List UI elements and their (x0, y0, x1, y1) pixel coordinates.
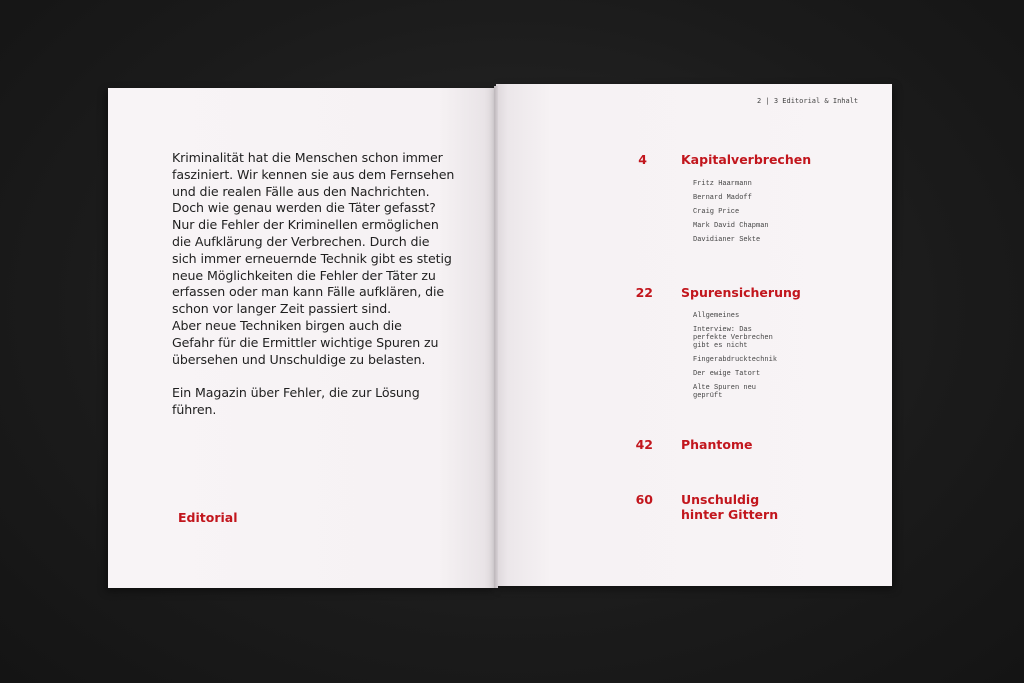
list-item: Alte Spuren neu geprüft (693, 384, 757, 400)
list-item: Mark David Chapman (693, 222, 769, 230)
list-item: Allgemeines (693, 312, 740, 320)
list-item: Davidianer Sekte (693, 236, 761, 244)
section-item-list (693, 312, 777, 406)
running-head: 2 | 3 Editorial & Inhalt (757, 97, 859, 105)
list-item: Interview: Das perfekte Verbrechen gibt es nicht (693, 326, 773, 350)
section-page-number: 60 (635, 492, 653, 507)
section-page-number: 4 (638, 152, 647, 167)
section-title: Spurensicherung (681, 285, 801, 300)
list-item: Der ewige Tatort (693, 370, 761, 378)
editorial-body-text (172, 150, 472, 419)
section-item-list (693, 180, 769, 250)
section-title: Kapitalverbrechen (681, 152, 812, 167)
editorial-paragraph: Ein Magazin über Fehler, die zur Lösung führen. (172, 385, 420, 417)
list-item: Fingerabdrucktechnik (693, 356, 778, 364)
section-title: Unschuldig hinter Gittern (681, 492, 779, 522)
section-page-number: 42 (635, 437, 653, 452)
spine (494, 86, 498, 588)
list-item: Fritz Haarmann (693, 180, 752, 188)
section-title: Phantome (681, 437, 753, 452)
list-item: Bernard Madoff (693, 194, 752, 202)
editorial-label: Editorial (178, 510, 238, 525)
section-page-number: 22 (635, 285, 653, 300)
list-item: Craig Price (693, 208, 740, 216)
editorial-paragraph: Kriminalität hat die Menschen schon immer fasziniert. Wir kennen sie aus dem Fernsehen und die realen Fälle aus den Nachrichten. Doch wie genau werden die Täter gefasst? Nur die Fehler der Kriminellen ermöglichen die Aufklärung der Verbrechen. Durch die sich immer erneuernde Technik gibt es stetig neue Möglichkeiten die Fehler der Täter zu erfassen oder man kann Fälle aufklären, die schon vor langer Zeit passiert sind. Aber neue Techniken birgen auch die Gefahr für die Ermittler wichtige Spuren zu übersehen und Unschuldige zu belasten. (172, 150, 455, 367)
